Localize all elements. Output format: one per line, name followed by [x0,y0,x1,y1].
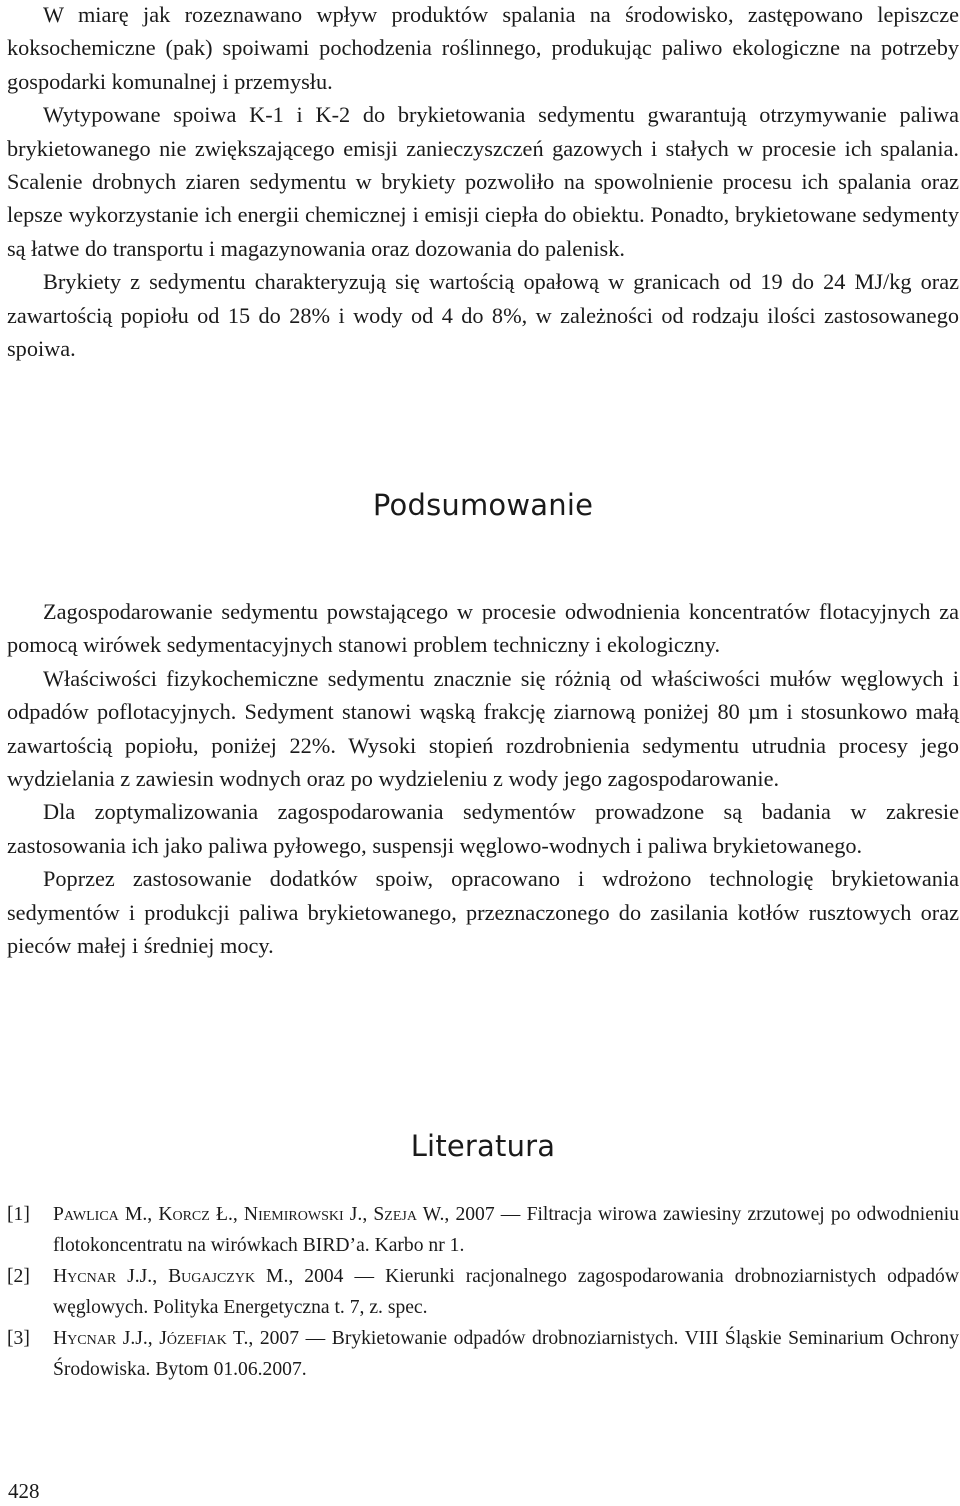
section-heading-summary: Podsumowanie [372,488,594,522]
reference-number: [2] [7,1266,30,1287]
section-heading-literature: Literatura [410,1129,556,1163]
reference-number: [3] [7,1328,30,1349]
reference-authors: Hycnar J.J., Józefiak T. [53,1328,249,1349]
page-number: 428 [8,1479,40,1503]
reference-item [7,1323,959,1385]
reference-details: , 2004 — Kierunki racjonalnego zagospodarowania drobnoziarnistych odpadów węglowych. Polityka Energetyczna t. 7, z. spec. [53,1266,959,1318]
reference-details: , 2007 — Filtracja wirowa zawiesiny zrzutowej po odwodnieniu flotokoncentratu na wirówkach BIRD’a. Karbo nr 1. [53,1204,959,1256]
reference-authors: Hycnar J.J., Bugajczyk M. [53,1266,289,1287]
reference-details: , 2007 — Brykietowanie odpadów drobnoziarnistych. VIII Śląskie Seminarium Ochrony Środowiska. Bytom 01.06.2007. [53,1328,959,1380]
paragraph: Poprzez zastosowanie dodatków spoiw, opracowano i wdrożono technologię brykietowania sedymentów i produkcji paliwa brykietowanego, przeznaczonego do zasilania kotłów rusztowych oraz pieców małej i średniej mocy. [7,866,959,959]
paragraph: W miarę jak rozeznawano wpływ produktów spalania na środowisko, zastępowano lepiszcze koksochemiczne (pak) spoiwami pochodzenia roślinnego, produkując paliwo ekologiczne na potrzeby gospodarki komunalnej i przemysłu. [7,2,959,94]
reference-list [7,1199,959,1385]
paragraph: Właściwości fizykochemiczne sedymentu znacznie się różnią od właściwości mułów węglowych i odpadów poflotacyjnych. Sedyment stanowi wąską frakcję ziarnową poniżej 80 µm i stosunkowo małą zawartością popiołu, poniżej 22%. Wysoki stopień rozdrobnienia sedymentu utrudnia procesy jego wydzielania z zawiesin wodnych oraz po wydzieleniu z wody jego zagospodarowanie. [7,665,959,792]
intro-text-block [7,0,959,365]
reference-item [7,1261,959,1323]
reference-item [7,1199,959,1261]
paragraph: Zagospodarowanie sedymentu powstającego w procesie odwodnienia koncentratów flotacyjnych za pomocą wirówek sedymentacyjnych stanowi problem techniczny i ekologiczny. [7,599,959,658]
paragraph: Dla zoptymalizowania zagospodarowania sedymentów prowadzone są badania w zakresie zastosowania ich jako paliwa pyłowego, suspensji węglowo-wodnych i paliwa brykietowanego. [7,799,959,858]
paragraph: Wytypowane spoiwa K-1 i K-2 do brykietowania sedymentu gwarantują otrzymywanie paliwa brykietowanego nie zwiększającego emisji zanieczyszczeń gazowych i stałych w procesie ich spalania. Scalenie drobnych ziaren sedymentu w brykiety pozwoliło na spowolnienie procesu ich spalania oraz lepsze wykorzystanie ich energii chemicznej i emisji ciepła do obiektu. Ponadto, brykietowane sedymenty są łatwe do transportu i magazynowania oraz dozowania do palenisk. [7,102,959,261]
paragraph: Brykiety z sedymentu charakteryzują się wartością opałową w granicach od 19 do 24 MJ/kg oraz zawartością popiołu od 15 do 28% i wody od 4 do 8%, w zależności od rodzaju ilości zastosowanego spoiwa. [7,269,959,362]
reference-number: [1] [7,1204,30,1225]
summary-text-block [7,595,959,962]
reference-authors: Pawlica M., Korcz Ł., Niemirowski J., Szeja W. [53,1204,445,1225]
